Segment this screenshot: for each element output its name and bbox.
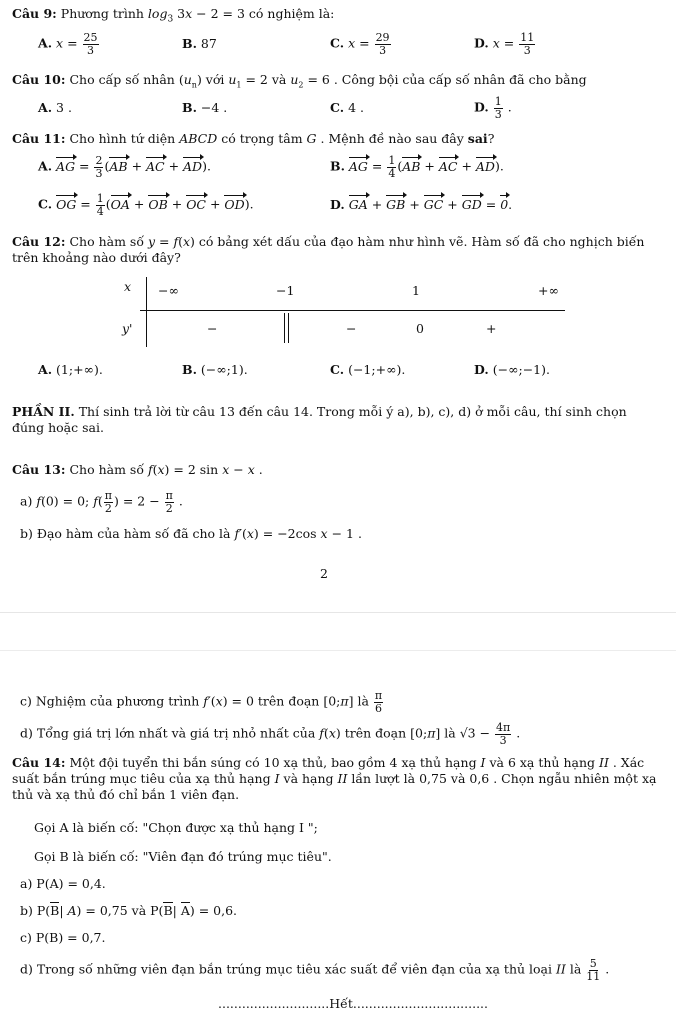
q11-option-b[interactable]: B. AG = $\frac{1}{4}$ (AB + AC + AD). [330,154,504,180]
q9-stem: Câu 9: Phương trình $\log_3 3x - 2 = 3$ có nghiệm là: [12,6,335,25]
q9-label: Câu 9: [12,6,57,21]
q11-option-d[interactable]: D. GA + GB + GC + GD = 0. [330,197,513,212]
q9-option-a[interactable]: A. x = $\frac{25}{3}$ [38,31,98,57]
page-divider [0,612,676,613]
q12-option-b[interactable]: B. (−∞;1). [182,362,248,377]
q13-item-c[interactable]: c) Nghiệm của phương trình f′(x) = 0 trên đoạn [0;π] là $\frac{\pi}{6}$ [20,689,383,715]
table-x-label: x [124,279,132,294]
q14-event-b: Gọi B là biến cố: "Viên đạn đó trúng mục tiêu". [34,849,332,864]
table-vertical-line [146,277,147,347]
q14-item-d[interactable]: d) Trong số những viên đạn bắn trúng mục tiêu xác suất để viên đạn của xạ thủ loại II là $\frac{5}{11}$ . [20,957,610,983]
part2-instructions: PHẦN II. Thí sinh trả lời từ câu 13 đến câu 14. Trong mỗi ý a), b), c), d) ở mỗi câu, thí sinh chọn đúng hoặc sai. [12,404,627,435]
q11-stem: Câu 11: Cho hình tứ diện ABCD có trọng tâm G . Mệnh đề nào sau đây sai? [12,131,495,146]
q12-option-a[interactable]: A. (1;+∞). [38,362,103,377]
q12-stem: Câu 12: Cho hàm số y = f(x) có bảng xét dấu của đạo hàm như hình vẽ. Hàm số đã cho nghịch biến trên khoảng nào dưới đây? [12,234,645,265]
table-sign: + [486,321,497,336]
table-sign: − [207,321,218,336]
q13-stem: Câu 13: Cho hàm số f(x) = 2 sin x − x . [12,462,263,477]
q11-option-c[interactable]: C. OG = $\frac{1}{4}$ (OA + OB + OC + OD). [38,192,254,218]
q9-option-c[interactable]: C. x = $\frac{29}{3}$ [330,31,390,57]
q14-item-a[interactable]: a) P(A) = 0,4. [20,876,106,891]
q9-option-d[interactable]: D. x = $\frac{11}{3}$ [474,31,535,57]
q13-label: Câu 13: [12,462,66,477]
table-double-bar [284,313,285,343]
page-number: 2 [320,566,328,581]
end-marker: ............................Hết.................................. [218,996,488,1011]
q14-event-a: Gọi A là biến cố: "Chọn được xạ thủ hạng I "; [34,820,318,835]
page-divider [0,650,676,651]
q14-label: Câu 14: [12,755,66,770]
q10-label: Câu 10: [12,72,66,87]
q10-option-d[interactable]: D. $\frac{1}{3}$ . [474,95,512,121]
q10-stem: Câu 10: Cho cấp số nhân $(u_n)$ với $u_1 = 2$ và $u_2 = 6$ . Công bội của cấp số nhân đã cho bằng [12,72,587,90]
table-x-value: −1 [276,283,295,298]
q10-option-b[interactable]: B. −4 . [182,100,228,115]
table-sign: − [346,321,357,336]
q13-item-b[interactable]: b) Đạo hàm của hàm số đã cho là f′(x) = −2cos x − 1 . [20,526,362,541]
q14-stem: Câu 14: Một đội tuyển thi bắn súng có 10 xạ thủ, bao gồm 4 xạ thủ hạng I và 6 xạ thủ hạng II . Xác suất bắn trúng mục tiêu của xạ thủ hạng I và hạng II lần lượt là 0,75 và 0,6 . Chọn ngẫu nhiên một xạ thủ và xạ thủ đó chỉ bắn 1 viên đạn. [12,755,657,802]
q10-option-c[interactable]: C. 4 . [330,100,364,115]
q13-item-a[interactable]: a) f(0) = 0; f( $\frac{\pi}{2}$ ) = 2 − $\frac{\pi}{2}$ . [20,489,183,515]
q10-option-a[interactable]: A. 3 . [38,100,72,115]
table-sign: 0 [416,321,424,336]
part2-heading: PHẦN II. [12,404,75,419]
q12-label: Câu 12: [12,234,66,249]
q13-item-d[interactable]: d) Tổng giá trị lớn nhất và giá trị nhỏ nhất của f(x) trên đoạn [0;π] là √3 − $\frac{4\pi}{3}$ . [20,721,521,747]
q12-option-c[interactable]: C. (−1;+∞). [330,362,406,377]
q11-label: Câu 11: [12,131,66,146]
table-x-value: +∞ [538,283,559,298]
table-horizontal-line [140,310,565,311]
q14-item-b[interactable]: b) P(B| A) = 0,75 và P(B| A) = 0,6. [20,903,237,918]
q9-option-b[interactable]: B. 87 [182,36,217,51]
table-x-value: 1 [412,283,420,298]
q14-item-c[interactable]: c) P(B) = 0,7. [20,930,106,945]
table-y-label: y' [122,321,133,336]
q12-option-d[interactable]: D. (−∞;−1). [474,362,550,377]
q11-option-a[interactable]: A. AG = $\frac{2}{3}$ (AB + AC + AD). [38,154,211,180]
table-double-bar [288,313,289,343]
table-x-value: −∞ [158,283,179,298]
sign-table [110,277,565,347]
